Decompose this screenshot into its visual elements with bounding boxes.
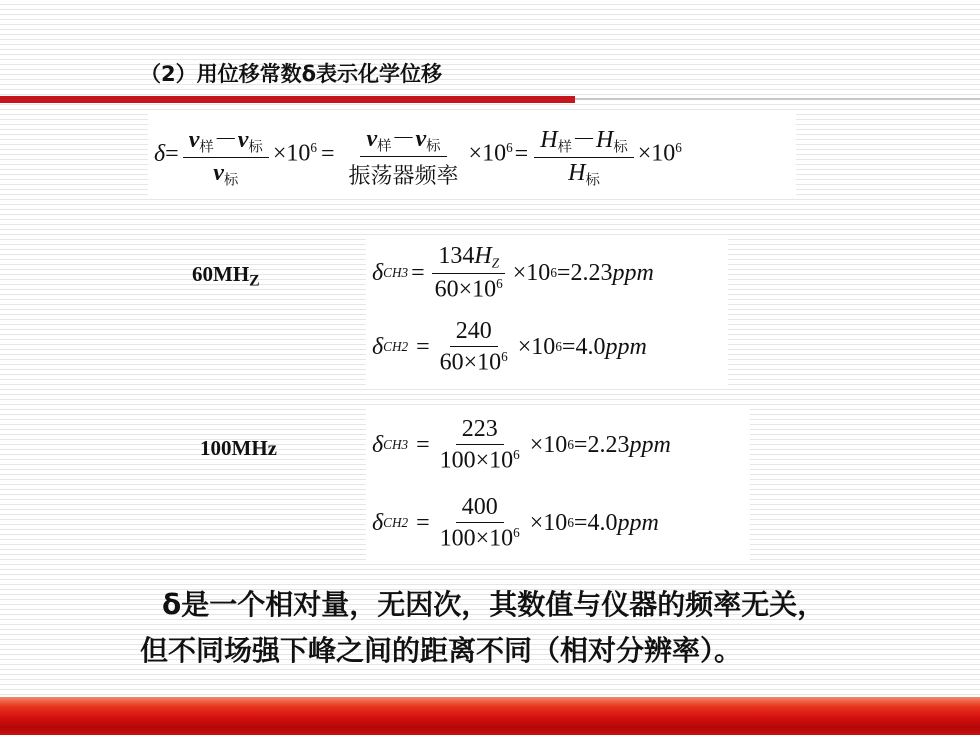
formula-box-60 [366, 236, 728, 386]
times-ten-power: $\times 10^6$ [637, 140, 682, 167]
frequency-label-60: $60MH_Z$ [192, 262, 260, 290]
formula-60-ch2: δ CH2 = $\frac{240}{60\times 10^6}$ ×10 6 =4.0 ppm [372, 317, 647, 376]
title-underline-red [0, 96, 575, 103]
fraction-freq-diff-over-oscillator: $\frac{\text{v样－v标}}{\text{振荡器频率}}$ [343, 118, 465, 190]
summary-text [140, 582, 960, 674]
formula-box-100 [366, 406, 750, 562]
formula-100-ch3: δ CH3 = $\frac{223}{100\times 10^6}$ ×10 6 =2.23 ppm [372, 415, 671, 474]
definition-formula: δ = $\frac{\text{v样－v标}}{\text{v标}}$ $\times 10^6$ = $\frac{\text{v样－v标}}{\text{振荡器频率}}$ $\times 10^6$ = $\frac{\text{H样－H标}}{\text{H标}}$ $\times 10^6$ [148, 112, 796, 196]
summary-line-1: δ是一个相对量，无因次，其数值与仪器的频率无关， [162, 588, 826, 621]
frequency-label-100: 100MHz [200, 436, 277, 460]
fraction-field-diff-over-ref: $\frac{\text{H样－H标}}{\text{H标}}$ [534, 119, 634, 190]
times-ten-power: $\times 10^6$ [272, 140, 317, 167]
times-ten-power: $\times 10^6$ [468, 140, 513, 167]
fraction-freq-diff-over-ref: $\frac{\text{v样－v标}}{\text{v标}}$ [183, 119, 269, 190]
formula-60-ch3: δ CH3 = $\frac{134H_Z}{60\times 10^6}$ ×10 6 =2.23 ppm [372, 242, 654, 303]
equals-sign: = [165, 140, 179, 167]
formula-100-ch2: δ CH2 = $\frac{400}{100\times 10^6}$ ×10 6 =4.0 ppm [372, 493, 659, 552]
slide-title: （2）用位移常数δ表示化学位移 [140, 62, 443, 86]
delta-symbol: δ [154, 140, 166, 167]
summary-line-2: 但不同场强下峰之间的距离不同（相对分辨率）。 [140, 634, 743, 667]
bottom-decorative-bar [0, 697, 980, 735]
title-underline-gray [575, 98, 980, 100]
